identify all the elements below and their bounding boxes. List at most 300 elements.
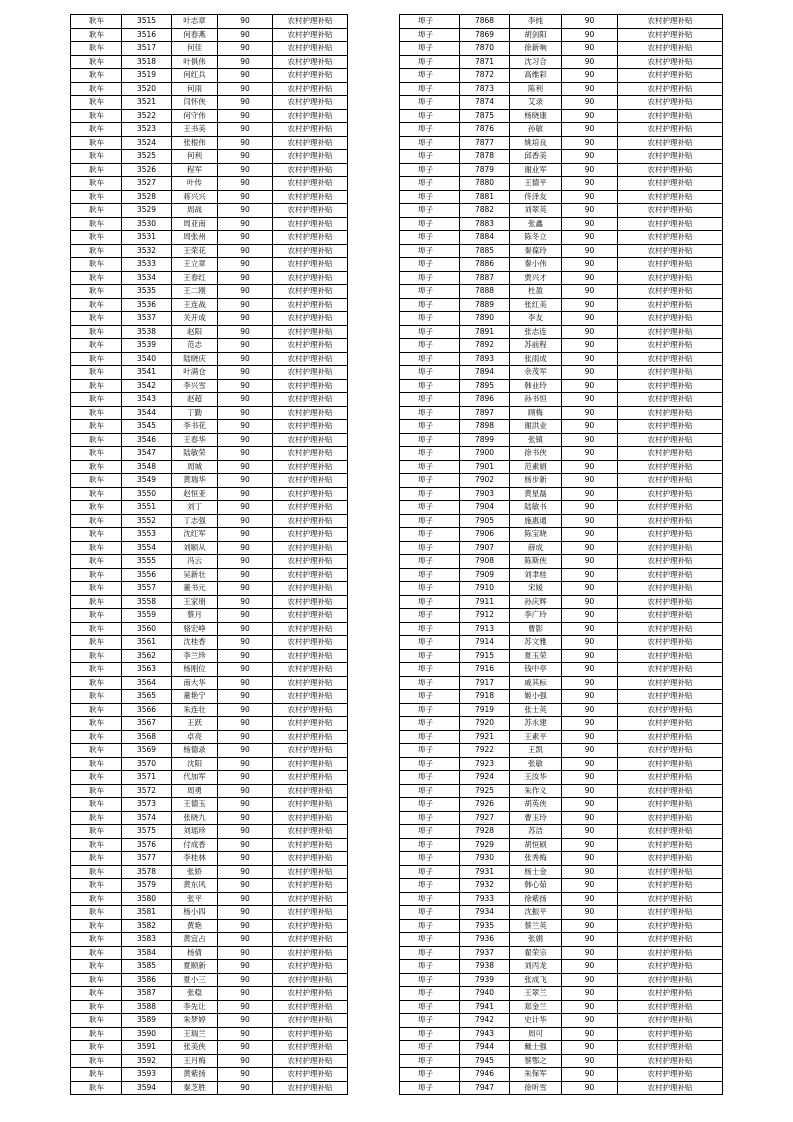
amount-cell: 90 [218,636,273,650]
township-cell: 耿车 [71,906,122,920]
number-cell: 7930 [460,852,510,866]
name-cell: 张士英 [510,703,562,717]
name-cell: 杨倩 [172,946,218,960]
category-cell: 农村护理补贴 [273,595,348,609]
number-cell: 7891 [460,325,510,339]
amount-cell: 90 [562,42,618,56]
name-cell: 何春燕 [172,28,218,42]
category-cell: 农村护理补贴 [618,271,723,285]
number-cell: 3538 [122,325,172,339]
amount-cell: 90 [218,919,273,933]
township-cell: 耿车 [71,919,122,933]
name-cell: 叶志章 [172,15,218,29]
township-cell: 耿车 [71,690,122,704]
category-cell: 农村护理补贴 [618,676,723,690]
category-cell: 农村护理补贴 [618,825,723,839]
amount-cell: 90 [218,177,273,191]
category-cell: 农村护理补贴 [273,150,348,164]
number-cell: 7916 [460,663,510,677]
name-cell: 王家朋 [172,595,218,609]
number-cell: 7874 [460,96,510,110]
name-cell: 秦葆玲 [510,244,562,258]
township-cell: 耿车 [71,960,122,974]
category-cell: 农村护理补贴 [273,217,348,231]
number-cell: 7925 [460,784,510,798]
category-cell: 农村护理补贴 [273,123,348,137]
amount-cell: 90 [218,555,273,569]
amount-cell: 90 [562,150,618,164]
name-cell: 周张州 [172,231,218,245]
table-row [71,271,348,285]
name-cell: 杜盈 [510,285,562,299]
name-cell: 陈利 [510,82,562,96]
name-cell: 余茂军 [510,366,562,380]
category-cell: 农村护理补贴 [618,474,723,488]
township-cell: 埠子 [400,28,460,42]
category-cell: 农村护理补贴 [618,1027,723,1041]
township-cell: 耿车 [71,717,122,731]
amount-cell: 90 [218,892,273,906]
number-cell: 3557 [122,582,172,596]
category-cell: 农村护理补贴 [273,15,348,29]
township-cell: 埠子 [400,946,460,960]
name-cell: 张秀梅 [510,852,562,866]
township-cell: 埠子 [400,136,460,150]
amount-cell: 90 [562,798,618,812]
amount-cell: 90 [218,946,273,960]
category-cell: 农村护理补贴 [273,784,348,798]
category-cell: 农村护理补贴 [618,946,723,960]
number-cell: 3560 [122,622,172,636]
name-cell: 黄东风 [172,879,218,893]
category-cell: 农村护理补贴 [273,42,348,56]
name-cell: 夏玉荣 [510,649,562,663]
township-cell: 耿车 [71,784,122,798]
name-cell: 张雨成 [510,352,562,366]
name-cell: 徐书侠 [510,447,562,461]
township-cell: 埠子 [400,636,460,650]
category-cell: 农村护理补贴 [273,1068,348,1082]
table-row [400,906,723,920]
amount-cell: 90 [562,312,618,326]
township-cell: 埠子 [400,528,460,542]
name-cell: 钱中亭 [510,663,562,677]
category-cell: 农村护理补贴 [273,190,348,204]
township-cell: 耿车 [71,582,122,596]
amount-cell: 90 [218,433,273,447]
name-cell: 关开成 [172,312,218,326]
number-cell: 7869 [460,28,510,42]
name-cell: 李兰珍 [172,649,218,663]
township-cell: 埠子 [400,366,460,380]
table-row [71,1081,348,1095]
township-cell: 埠子 [400,312,460,326]
township-cell: 耿车 [71,96,122,110]
amount-cell: 90 [218,366,273,380]
amount-cell: 90 [218,217,273,231]
category-cell: 农村护理补贴 [618,744,723,758]
table-row [71,528,348,542]
township-cell: 埠子 [400,825,460,839]
township-cell: 埠子 [400,204,460,218]
name-cell: 王瑞兰 [172,1027,218,1041]
amount-cell: 90 [562,730,618,744]
table-row [71,217,348,231]
amount-cell: 90 [562,69,618,83]
category-cell: 农村护理补贴 [273,825,348,839]
number-cell: 3567 [122,717,172,731]
category-cell: 农村护理补贴 [273,420,348,434]
township-cell: 埠子 [400,379,460,393]
name-cell: 王连战 [172,298,218,312]
township-cell: 耿车 [71,285,122,299]
category-cell: 农村护理补贴 [618,1068,723,1082]
amount-cell: 90 [218,487,273,501]
category-cell: 农村护理补贴 [273,96,348,110]
table-row [71,960,348,974]
name-cell: 戴士强 [510,1041,562,1055]
amount-cell: 90 [218,339,273,353]
amount-cell: 90 [562,514,618,528]
amount-cell: 90 [562,717,618,731]
number-cell: 7906 [460,528,510,542]
name-cell: 李广玲 [510,609,562,623]
table-row [71,676,348,690]
category-cell: 农村护理补贴 [618,717,723,731]
category-cell: 农村护理补贴 [618,69,723,83]
township-cell: 耿车 [71,42,122,56]
number-cell: 7915 [460,649,510,663]
name-cell: 代加军 [172,771,218,785]
number-cell: 3571 [122,771,172,785]
amount-cell: 90 [218,136,273,150]
table-row [400,1081,723,1095]
number-cell: 3515 [122,15,172,29]
amount-cell: 90 [562,973,618,987]
category-cell: 农村护理补贴 [618,541,723,555]
number-cell: 3540 [122,352,172,366]
township-cell: 耿车 [71,258,122,272]
amount-cell: 90 [218,109,273,123]
amount-cell: 90 [218,514,273,528]
category-cell: 农村护理补贴 [273,366,348,380]
table-row [71,730,348,744]
category-cell: 农村护理补贴 [273,109,348,123]
township-cell: 耿车 [71,28,122,42]
table-row [71,825,348,839]
number-cell: 7897 [460,406,510,420]
township-cell: 埠子 [400,1014,460,1028]
number-cell: 7890 [460,312,510,326]
category-cell: 农村护理补贴 [618,352,723,366]
township-cell: 耿车 [71,433,122,447]
amount-cell: 90 [218,663,273,677]
township-cell: 耿车 [71,933,122,947]
township-cell: 耿车 [71,244,122,258]
table-row [400,501,723,515]
name-cell: 黄星磊 [510,487,562,501]
name-cell: 张娟 [510,933,562,947]
name-cell: 顾梅 [510,406,562,420]
township-cell: 埠子 [400,811,460,825]
table-row [400,447,723,461]
category-cell: 农村护理补贴 [273,285,348,299]
amount-cell: 90 [562,96,618,110]
category-cell: 农村护理补贴 [273,865,348,879]
right-table [399,14,723,1095]
name-cell: 张美侠 [172,1041,218,1055]
category-cell: 农村护理补贴 [618,663,723,677]
township-cell: 耿车 [71,501,122,515]
name-cell: 胡剑阳 [510,28,562,42]
township-cell: 埠子 [400,730,460,744]
township-cell: 耿车 [71,1000,122,1014]
township-cell: 埠子 [400,325,460,339]
table-row [71,393,348,407]
category-cell: 农村护理补贴 [273,231,348,245]
township-cell: 耿车 [71,514,122,528]
table-row [71,811,348,825]
township-cell: 耿车 [71,298,122,312]
category-cell: 农村护理补贴 [618,1041,723,1055]
amount-cell: 90 [562,825,618,839]
number-cell: 3539 [122,339,172,353]
number-cell: 3594 [122,1081,172,1095]
amount-cell: 90 [218,987,273,1001]
township-cell: 耿车 [71,865,122,879]
amount-cell: 90 [218,312,273,326]
name-cell: 陈冬立 [510,231,562,245]
number-cell: 3521 [122,96,172,110]
name-cell: 叶满仓 [172,366,218,380]
township-cell: 埠子 [400,1027,460,1041]
category-cell: 农村护理补贴 [273,244,348,258]
number-cell: 3569 [122,744,172,758]
table-row [71,784,348,798]
township-cell: 埠子 [400,1054,460,1068]
number-cell: 3584 [122,946,172,960]
name-cell: 苏前程 [510,339,562,353]
township-cell: 耿车 [71,1014,122,1028]
township-cell: 埠子 [400,933,460,947]
name-cell: 刘翠英 [510,204,562,218]
name-cell: 赵恒亚 [172,487,218,501]
table-row [400,109,723,123]
township-cell: 耿车 [71,136,122,150]
name-cell: 周城 [172,460,218,474]
township-cell: 埠子 [400,82,460,96]
township-cell: 耿车 [71,271,122,285]
township-cell: 耿车 [71,744,122,758]
table-row [400,933,723,947]
number-cell: 7942 [460,1014,510,1028]
number-cell: 3548 [122,460,172,474]
number-cell: 7898 [460,420,510,434]
township-cell: 埠子 [400,474,460,488]
name-cell: 史计华 [510,1014,562,1028]
table-row [400,730,723,744]
table-row [71,987,348,1001]
name-cell: 付成香 [172,838,218,852]
table-row [71,622,348,636]
table-row [71,150,348,164]
name-cell: 王荣花 [172,244,218,258]
amount-cell: 90 [218,1081,273,1095]
township-cell: 埠子 [400,150,460,164]
table-row [400,55,723,69]
number-cell: 7889 [460,298,510,312]
category-cell: 农村护理补贴 [273,622,348,636]
category-cell: 农村护理补贴 [618,190,723,204]
category-cell: 农村护理补贴 [618,595,723,609]
amount-cell: 90 [218,811,273,825]
table-row [400,271,723,285]
amount-cell: 90 [218,474,273,488]
number-cell: 3589 [122,1014,172,1028]
table-row [400,1000,723,1014]
amount-cell: 90 [562,82,618,96]
number-cell: 7912 [460,609,510,623]
name-cell: 杨刚位 [172,663,218,677]
number-cell: 7908 [460,555,510,569]
table-row [71,42,348,56]
category-cell: 农村护理补贴 [273,946,348,960]
category-cell: 农村护理补贴 [273,663,348,677]
category-cell: 农村护理补贴 [618,204,723,218]
table-row [400,676,723,690]
number-cell: 3564 [122,676,172,690]
amount-cell: 90 [218,649,273,663]
name-cell: 吴新壮 [172,568,218,582]
amount-cell: 90 [562,204,618,218]
name-cell: 陆晓庆 [172,352,218,366]
name-cell: 陆敏书 [510,501,562,515]
category-cell: 农村护理补贴 [618,798,723,812]
category-cell: 农村护理补贴 [618,960,723,974]
amount-cell: 90 [218,879,273,893]
township-cell: 耿车 [71,946,122,960]
table-row [71,879,348,893]
amount-cell: 90 [562,298,618,312]
category-cell: 农村护理补贴 [618,811,723,825]
amount-cell: 90 [218,123,273,137]
category-cell: 农村护理补贴 [273,771,348,785]
number-cell: 3582 [122,919,172,933]
amount-cell: 90 [562,852,618,866]
amount-cell: 90 [562,433,618,447]
category-cell: 农村护理补贴 [273,204,348,218]
table-row [400,150,723,164]
township-cell: 埠子 [400,717,460,731]
category-cell: 农村护理补贴 [273,474,348,488]
amount-cell: 90 [218,1000,273,1014]
township-cell: 耿车 [71,177,122,191]
number-cell: 3555 [122,555,172,569]
name-cell: 薛成 [510,541,562,555]
category-cell: 农村护理补贴 [273,541,348,555]
table-row [400,285,723,299]
township-cell: 埠子 [400,622,460,636]
name-cell: 徐新响 [510,42,562,56]
township-cell: 埠子 [400,1081,460,1095]
category-cell: 农村护理补贴 [273,649,348,663]
name-cell: 谢洪业 [510,420,562,434]
name-cell: 杨晓康 [510,109,562,123]
category-cell: 农村护理补贴 [273,271,348,285]
township-cell: 埠子 [400,163,460,177]
amount-cell: 90 [218,609,273,623]
number-cell: 3573 [122,798,172,812]
township-cell: 埠子 [400,582,460,596]
table-row [400,190,723,204]
amount-cell: 90 [562,244,618,258]
township-cell: 耿车 [71,123,122,137]
category-cell: 农村护理补贴 [618,757,723,771]
table-row [400,825,723,839]
township-cell: 埠子 [400,393,460,407]
amount-cell: 90 [562,784,618,798]
amount-cell: 90 [218,744,273,758]
township-cell: 埠子 [400,55,460,69]
category-cell: 农村护理补贴 [273,838,348,852]
number-cell: 3537 [122,312,172,326]
township-cell: 耿车 [71,528,122,542]
number-cell: 7900 [460,447,510,461]
table-row [400,703,723,717]
category-cell: 农村护理补贴 [618,325,723,339]
category-cell: 农村护理补贴 [618,906,723,920]
table-row [400,757,723,771]
township-cell: 耿车 [71,892,122,906]
category-cell: 农村护理补贴 [273,1054,348,1068]
amount-cell: 90 [562,946,618,960]
table-row [400,136,723,150]
township-cell: 埠子 [400,960,460,974]
table-row [400,744,723,758]
name-cell: 苏洁 [510,825,562,839]
amount-cell: 90 [562,663,618,677]
category-cell: 农村护理补贴 [273,325,348,339]
category-cell: 农村护理补贴 [273,690,348,704]
number-cell: 7884 [460,231,510,245]
township-cell: 埠子 [400,906,460,920]
table-row [71,123,348,137]
category-cell: 农村护理补贴 [273,298,348,312]
category-cell: 农村护理补贴 [618,555,723,569]
number-cell: 7871 [460,55,510,69]
name-cell: 朱连壮 [172,703,218,717]
number-cell: 3525 [122,150,172,164]
number-cell: 7920 [460,717,510,731]
township-cell: 耿车 [71,55,122,69]
amount-cell: 90 [562,676,618,690]
table-row [71,96,348,110]
name-cell: 范志 [172,339,218,353]
table-row [400,946,723,960]
number-cell: 3587 [122,987,172,1001]
amount-cell: 90 [562,1041,618,1055]
name-cell: 周勇 [172,784,218,798]
table-row [71,865,348,879]
table-row [400,352,723,366]
township-cell: 埠子 [400,15,460,29]
table-row [400,69,723,83]
township-cell: 埠子 [400,271,460,285]
number-cell: 7894 [460,366,510,380]
table-row [71,244,348,258]
amount-cell: 90 [562,352,618,366]
township-cell: 耿车 [71,1068,122,1082]
